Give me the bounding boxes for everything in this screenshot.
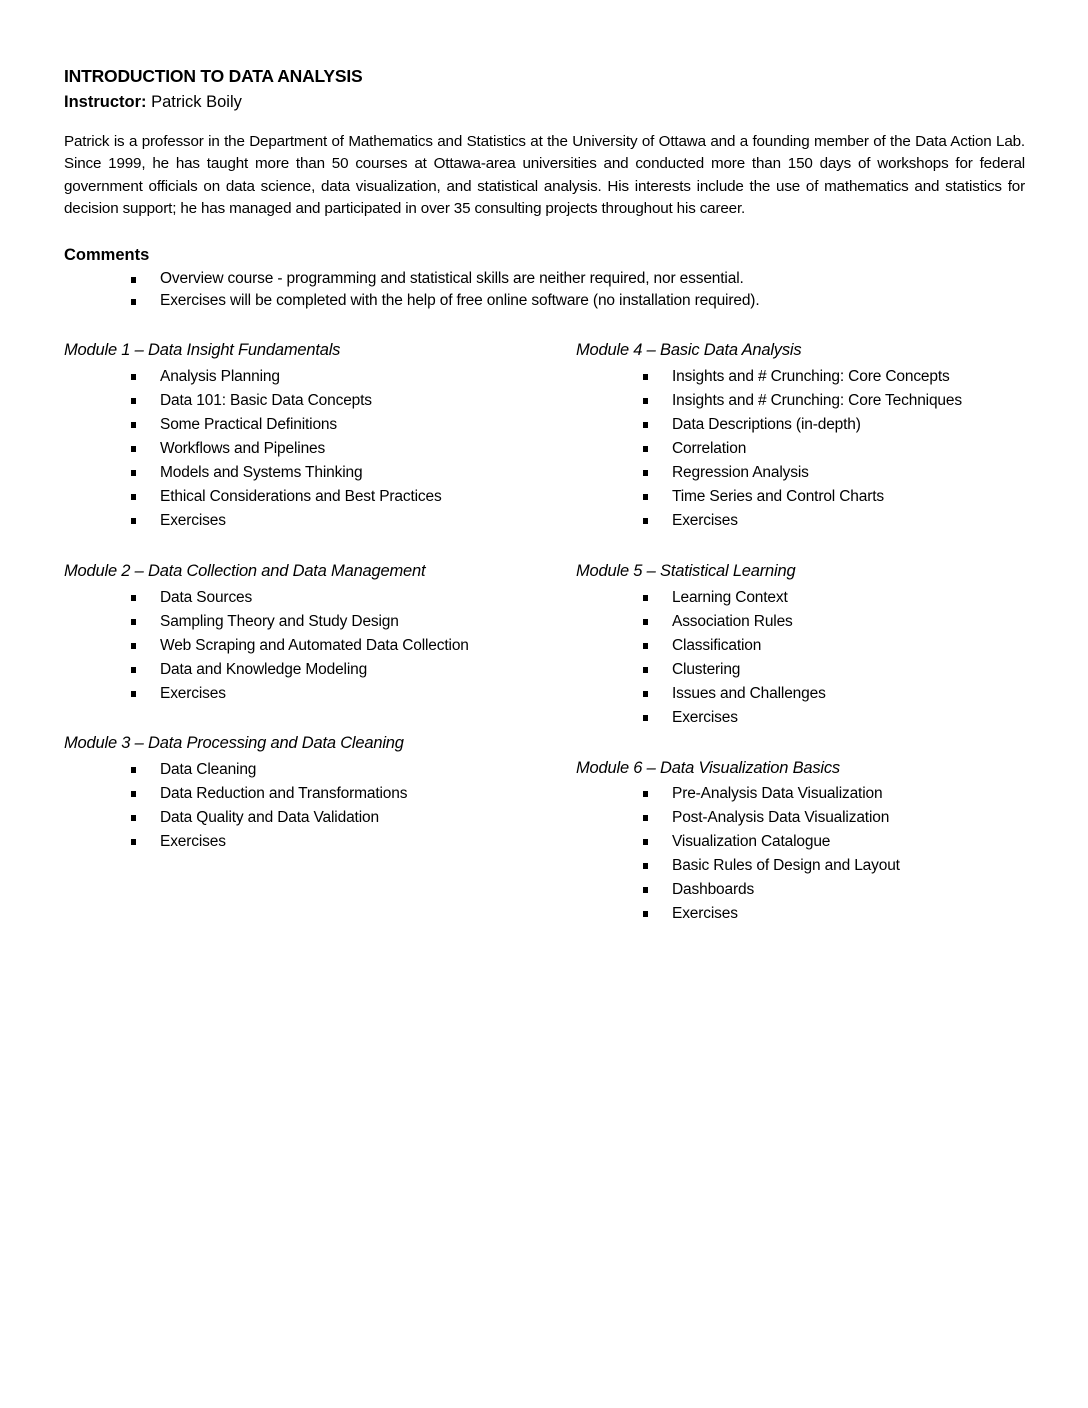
list-item: Insights and # Crunching: Core Concepts [672, 365, 962, 389]
bullet-icon [131, 791, 136, 797]
module-3-heading: Module 3 – Data Processing and Data Cleaning [64, 734, 404, 752]
bullet-icon [131, 643, 136, 649]
list-item: Visualization Catalogue [672, 830, 900, 854]
instructor-line [64, 93, 242, 112]
list-item: Correlation [672, 437, 962, 461]
bullet-icon [131, 277, 136, 283]
bullet-icon [131, 398, 136, 404]
instructor-bio: Patrick is a professor in the Department of Mathematics and Statistics at the University of Ottawa and a founding member of the Data Action Lab. Since 1999, he has taught more than 50 courses at Ottawa-area universities and conducted more than 150 days of workshops for federal government officials on data science, data visualization, and statistical analysis. His interests include the use of mathematics and statistics for decision support; he has managed and participated in over 35 consulting projects throughout his career. [64, 133, 1025, 217]
instructor-name: Patrick Boily [151, 93, 242, 111]
bullet-icon [643, 422, 648, 428]
list-item: Exercises will be completed with the help of free online software (no installation required). [160, 290, 759, 312]
module-2-heading: Module 2 – Data Collection and Data Management [64, 562, 426, 580]
list-item: Exercises [672, 902, 900, 926]
bullet-icon [131, 422, 136, 428]
list-item: Workflows and Pipelines [160, 437, 442, 461]
module-4-list [672, 365, 962, 533]
bullet-icon [643, 518, 648, 524]
list-item: Data 101: Basic Data Concepts [160, 389, 442, 413]
module-4-heading: Module 4 – Basic Data Analysis [576, 341, 802, 359]
bullet-icon [643, 887, 648, 893]
bullet-icon [643, 715, 648, 721]
module-1-heading: Module 1 – Data Insight Fundamentals [64, 341, 341, 359]
list-item: Some Practical Definitions [160, 413, 442, 437]
comments-heading: Comments [64, 246, 150, 264]
instructor-label: Instructor: [64, 93, 147, 111]
list-item: Data Quality and Data Validation [160, 806, 407, 830]
bullet-icon [131, 839, 136, 845]
bullet-icon [131, 494, 136, 500]
bullet-icon [643, 398, 648, 404]
list-item: Data Reduction and Transformations [160, 782, 407, 806]
comments-list [160, 268, 759, 312]
list-item: Insights and # Crunching: Core Techniques [672, 389, 962, 413]
list-item: Dashboards [672, 878, 900, 902]
list-item: Data Sources [160, 586, 469, 610]
list-item: Learning Context [672, 586, 826, 610]
list-item: Time Series and Control Charts [672, 485, 962, 509]
bullet-icon [643, 494, 648, 500]
module-6-heading: Module 6 – Data Visualization Basics [576, 759, 840, 777]
bullet-icon [643, 839, 648, 845]
bullet-icon [643, 595, 648, 601]
module-2-list [160, 586, 469, 706]
bullet-icon [643, 643, 648, 649]
bullet-icon [643, 791, 648, 797]
list-item: Data Cleaning [160, 758, 407, 782]
list-item: Pre-Analysis Data Visualization [672, 782, 900, 806]
list-item: Data Descriptions (in-depth) [672, 413, 962, 437]
list-item: Web Scraping and Automated Data Collection [160, 634, 469, 658]
bullet-icon [131, 815, 136, 821]
list-item: Analysis Planning [160, 365, 442, 389]
bullet-icon [131, 667, 136, 673]
list-item: Sampling Theory and Study Design [160, 610, 469, 634]
bullet-icon [643, 446, 648, 452]
bullet-icon [131, 691, 136, 697]
list-item: Overview course - programming and statistical skills are neither required, nor essential. [160, 268, 759, 290]
bullet-icon [131, 595, 136, 601]
bullet-icon [131, 470, 136, 476]
list-item: Basic Rules of Design and Layout [672, 854, 900, 878]
list-item: Exercises [160, 682, 469, 706]
module-5-list [672, 586, 826, 730]
bullet-icon [643, 911, 648, 917]
bullet-icon [131, 374, 136, 380]
list-item: Classification [672, 634, 826, 658]
module-3-list [160, 758, 407, 854]
bullet-icon [131, 767, 136, 773]
bullet-icon [643, 815, 648, 821]
bullet-icon [643, 863, 648, 869]
module-5-heading: Module 5 – Statistical Learning [576, 562, 796, 580]
list-item: Regression Analysis [672, 461, 962, 485]
list-item: Association Rules [672, 610, 826, 634]
list-item: Ethical Considerations and Best Practices [160, 485, 442, 509]
list-item: Exercises [672, 509, 962, 533]
list-item: Exercises [160, 830, 407, 854]
list-item: Data and Knowledge Modeling [160, 658, 469, 682]
bullet-icon [131, 518, 136, 524]
list-item: Exercises [672, 706, 826, 730]
bullet-icon [131, 446, 136, 452]
list-item: Issues and Challenges [672, 682, 826, 706]
module-1-list [160, 365, 442, 533]
bullet-icon [643, 619, 648, 625]
bullet-icon [643, 470, 648, 476]
list-item: Clustering [672, 658, 826, 682]
bullet-icon [131, 299, 136, 305]
bullet-icon [643, 667, 648, 673]
document-title: INTRODUCTION TO DATA ANALYSIS [64, 66, 363, 86]
module-6-list [672, 782, 900, 926]
bullet-icon [131, 619, 136, 625]
list-item: Post-Analysis Data Visualization [672, 806, 900, 830]
bullet-icon [643, 691, 648, 697]
list-item: Exercises [160, 509, 442, 533]
bullet-icon [643, 374, 648, 380]
list-item: Models and Systems Thinking [160, 461, 442, 485]
